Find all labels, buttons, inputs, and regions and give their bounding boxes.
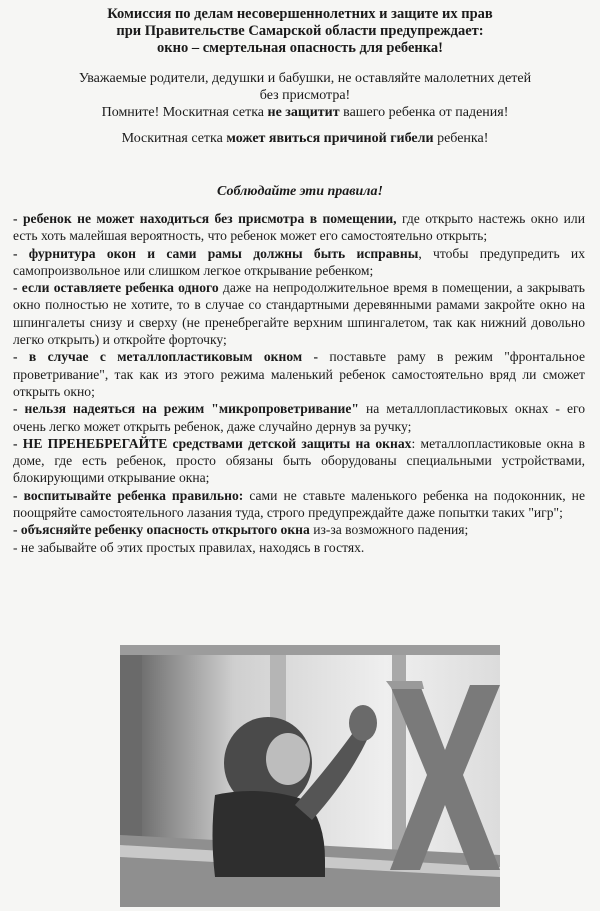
rule-item: - если оставляете ребенка одного даже на непродолжительное время в помещении, а закрывать окно полностью не хотите, то в случае со стандартными деревянными рамами закройте окно на шпингалеты снизу и сверху (не пренебрегайте верхним шпингалетом, так как нижний довольно легко открыть) и откройте форточку;	[13, 280, 585, 348]
rule-item: - фурнитура окон и сами рамы должны быть исправны, чтобы предупредить их самопроизвольное или слишком легкое открывание ребенком;	[13, 245, 585, 278]
rule-item: - НЕ ПРЕНЕБРЕГАЙТЕ средствами детской защиты на окнах: металлопластиковые окна в доме, где есть ребенок, просто обязаны быть оборудованы специальными устройствами, блокирующими открывание окна;	[13, 435, 585, 486]
intro-line-1: Уважаемые родители, дедушки и бабушки, не оставляйте малолетних детей	[78, 71, 532, 86]
child-at-window-illustration	[120, 645, 500, 907]
rules-list	[13, 210, 585, 556]
header-line-3: окно – смертельная опасность для ребенка!	[156, 40, 443, 56]
intro-block	[40, 70, 570, 147]
intro-line-2: без присмотра!	[259, 88, 351, 103]
rules-title: Соблюдайте эти правила!	[217, 184, 383, 199]
header-line-2: при Правительстве Самарской области предупреждает:	[116, 23, 484, 39]
header-line-1: Комиссия по делам несовершеннолетних и защите их прав	[107, 6, 493, 22]
intro-paragraph-2: Помните! Москитная сетка не защитит вашего ребенка от падения!	[101, 105, 509, 120]
rule-item: - ребенок не может находиться без присмотра в помещении, где открыто настежь окно или есть хоть малейшая вероятность, что ребенок может его самостоятельно открыть;	[13, 211, 585, 244]
rule-item: - в случае с металлопластиковым окном - поставьте раму в режим "фронтальное проветривание", так как из этого режима маленький ребенок самостоятельно вряд ли сможет открыть окно;	[13, 349, 586, 399]
intro-emphasis: может явиться причиной гибели	[226, 131, 434, 146]
intro-paragraph-3: Москитная сетка может явиться причиной гибели ребенка!	[121, 131, 489, 146]
rule-item: - объясняйте ребенку опасность открытого окна из-за возможного падения;	[13, 522, 469, 538]
rule-item: - не забывайте об этих простых правилах, находясь в гостях.	[13, 539, 365, 555]
rule-item: - нельзя надеяться на режим "микропроветривание" на металлопластиковых окнах - его очень легко может открыть ребенок, даже случайно дернув за ручку;	[13, 401, 586, 434]
rule-item: - воспитывайте ребенка правильно: сами не ставьте маленького ребенка на подоконник, не поощряйте самостоятельного лазания туда, строго предупреждайте даже попытки таких "игр";	[13, 487, 585, 521]
document-header	[30, 6, 570, 57]
intro-emphasis: не защитит	[267, 105, 340, 120]
